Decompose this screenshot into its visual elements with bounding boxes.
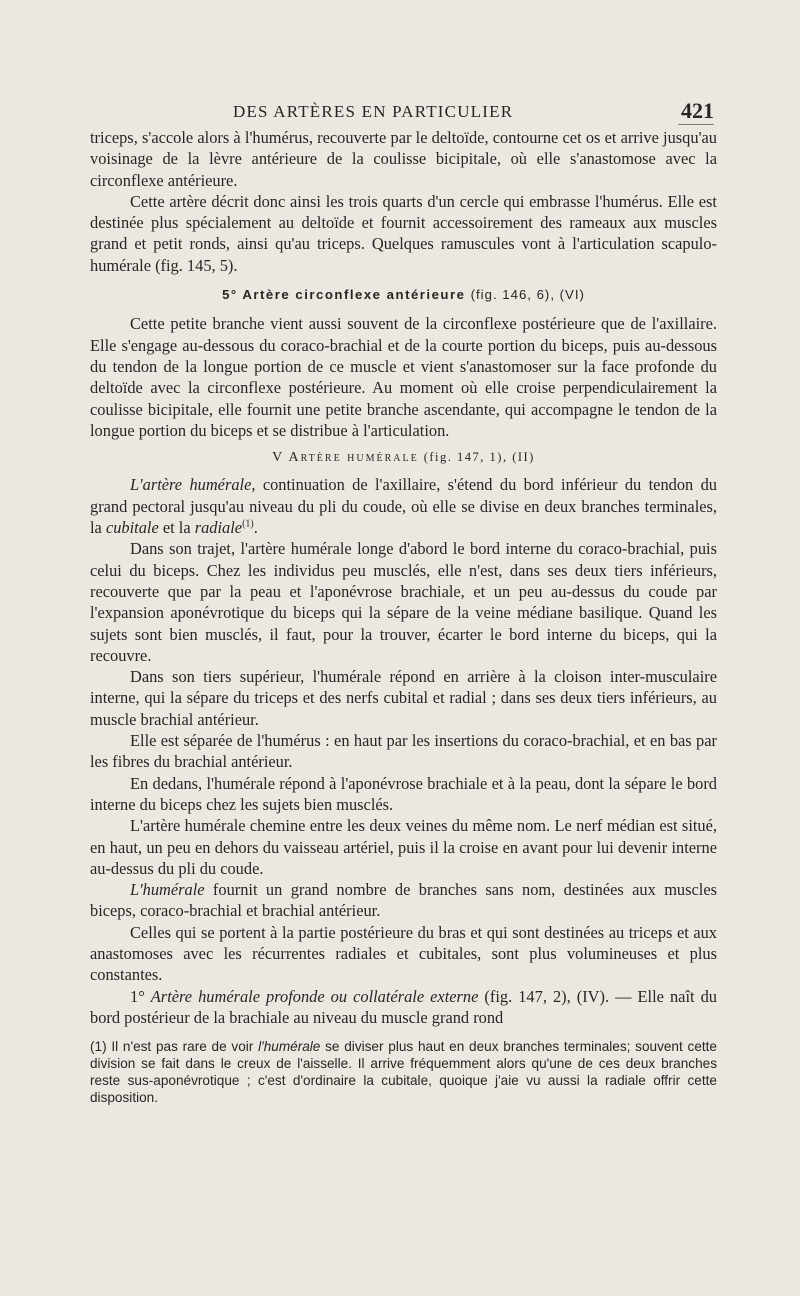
paragraph-3: Cette petite branche vient aussi souvent de la circonflexe postérieure que de l'axillaire. Elle s'engage au-dessous du coraco-brachial et de la courte portion du biceps, puis au-dessous du tendon de la longue portion de ce muscle et vient s'anastomoser sur la face profonde du deltoïde avec la circonflexe postérieure. Au moment où elle croise perpendiculairement la coulisse bicipitale, elle fournit une petite branche ascendante, qui accompagne le tendon de la longue portion du biceps et se distribue à l'articulation.	[90, 314, 717, 440]
footnote-mark: (1)	[90, 1039, 107, 1055]
paragraph-7: Elle est séparée de l'humérus : en haut par les insertions du coraco-brachial, et en bas par les fibres du brachial antérieur.	[90, 731, 717, 772]
footnote-mark: (1)	[242, 518, 254, 530]
paragraph-9: L'artère humérale chemine entre les deux veines du même nom. Le nerf médian est situé, en haut, un peu en dehors du vaisseau artériel, puis il la croise en avant pour lui devenir interne au-dessus du pli du coude.	[90, 816, 717, 878]
paragraph-11: Celles qui se portent à la partie postérieure du bras et qui sont destinées au triceps et aux anastomoses avec les récurrentes radiales et cubitales, sont plus volumineuses et plus constantes.	[90, 922, 717, 985]
body-text	[90, 127, 717, 1106]
text-run: Il n'est pas rare de voir	[106, 1039, 259, 1055]
section-ref: (fig. 147, 1), (II)	[423, 450, 535, 465]
section-title: 5° Artère circonflexe antérieure	[222, 287, 466, 303]
text-run: (fig. 147, 2), (IV). — Elle naît du bord postérieur de la brachiale au niveau du muscle grand rond	[90, 986, 717, 1027]
text-run: se diviser plus haut en deux branches terminales; souvent cette division se fait dans le creux de l'aisselle. Il arrive fréquemment alors qu'une de ces deux branches reste sus-aponévrotique ; c'est d'ordinaire la cubitale, quoique j'aie vu aussi la radiale offrir cette disposition.	[90, 1039, 717, 1106]
running-title: DES ARTÈRES EN PARTICULIER	[233, 102, 514, 121]
footnote-text	[90, 1038, 717, 1106]
page-header	[0, 98, 800, 128]
page-number: 421	[681, 98, 714, 123]
footnote	[90, 1038, 717, 1106]
section-title: Artère humérale	[288, 450, 419, 466]
italic-term: L'artère humérale	[130, 475, 252, 495]
item-number: 1°	[130, 986, 145, 1006]
italic-term: radiale	[194, 518, 243, 538]
italic-term: cubitale	[105, 518, 159, 538]
paragraph-1: triceps, s'accole alors à l'humérus, recouverte par le deltoïde, contourne cet os et arrive jusqu'au voisinage de la lèvre antérieure de la coulisse bicipitale, où elle s'anastomose avec la circonflexe antérieure.	[90, 128, 717, 190]
paragraph-4	[90, 474, 717, 538]
header-rule	[678, 124, 714, 125]
paragraph-12	[90, 986, 717, 1029]
section-ref: (fig. 146, 6), (VI)	[470, 287, 585, 303]
paragraph-5: Dans son trajet, l'artère humérale longe d'abord le bord interne du coraco-brachial, puis celui du biceps. Chez les individus peu musclés, elle n'est, dans ses deux tiers inférieurs, recouverte que par la peau et l'aponévrose brachiale, et un peu au-dessus du coude par l'expansion aponévrotique du biceps qui la sépare de la veine médiane basilique. Quand les sujets sont bien musclés, il faut, pour la trouver, écarter le bord interne du biceps, qui la recouvre.	[90, 539, 717, 665]
italic-term: l'humérale	[258, 1039, 321, 1055]
paragraph-8: En dedans, l'humérale répond à l'aponévrose brachiale et à la peau, dont la sépare le bord interne du biceps chez les sujets bien musclés.	[90, 773, 717, 814]
italic-term: Artère humérale profonde ou collatérale externe	[150, 986, 479, 1006]
paragraph-6: Dans son tiers supérieur, l'humérale répond en arrière à la cloison inter-musculaire interne, qui la sépare du triceps et des nerfs cubital et radial ; dans ses deux tiers inférieurs, au muscle brachial antérieur.	[90, 667, 717, 729]
text-run: .	[253, 518, 258, 538]
text-run: , continuation de l'axillaire, s'étend du bord inférieur du tendon du grand pectoral jusqu'au niveau du pli du coude, où elle se divise en deux branches terminales, la	[90, 475, 717, 538]
section-numeral: V	[272, 450, 284, 466]
section-heading-5	[90, 284, 717, 305]
text-run: fournit un grand nombre de branches sans nom, destinées aux muscles biceps, coraco-brachial et brachial antérieur.	[90, 880, 717, 921]
paragraph-10	[90, 879, 717, 922]
section-heading-V	[90, 447, 717, 468]
text-run: et la	[158, 518, 195, 538]
paragraph-2: Cette artère décrit donc ainsi les trois quarts d'un cercle qui embrasse l'humérus. Elle est destinée plus spécialement au deltoïde et fournit accessoirement des rameaux aux muscles grand et petit ronds, ainsi qu'au triceps. Quelques ramuscules vont à l'articulation scapulo-humérale (fig. 145, 5).	[90, 191, 717, 275]
italic-term: L'humérale	[130, 880, 205, 900]
